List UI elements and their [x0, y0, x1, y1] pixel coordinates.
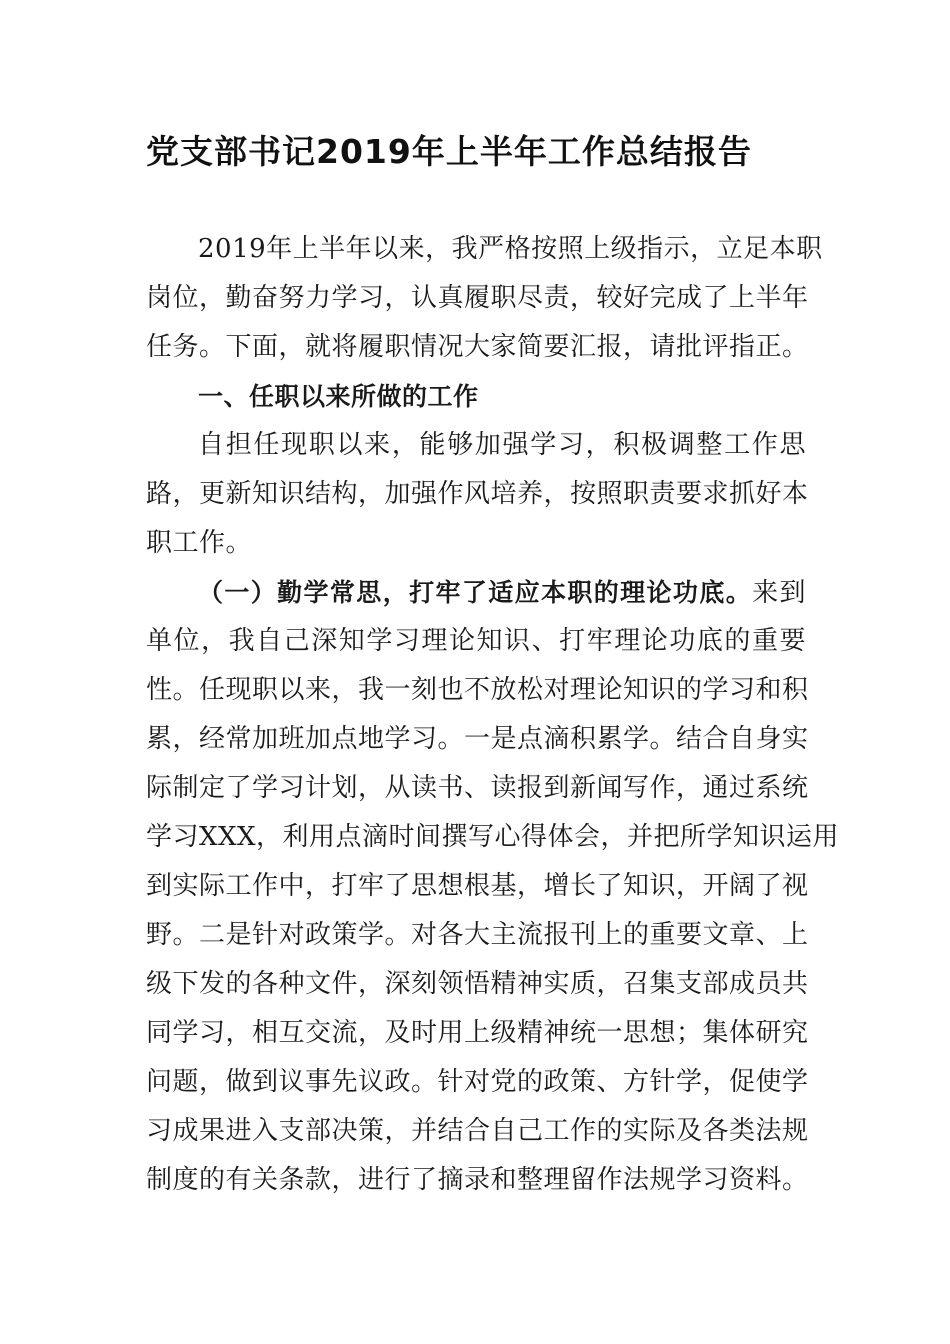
subsection-lead-continuation: 来到	[752, 578, 806, 608]
section1-line: 路，更新知识结构，加强作风培养，按照职责要求抓好本	[146, 479, 809, 509]
document-title: 党支部书记2019年上半年工作总结报告	[146, 132, 752, 171]
section1-line: 自担任现职以来，能够加强学习，积极调整工作思	[198, 430, 806, 460]
subsection1-line: 累，经常加班加点地学习。一是点滴积累学。结合自身实	[146, 724, 809, 754]
subsection1-line: 制度的有关条款，进行了摘录和整理留作法规学习资料。	[146, 1165, 809, 1195]
intro-line: 岗位，勤奋努力学习，认真履职尽责，较好完成了上半年	[146, 283, 809, 313]
subsection1-line: 级下发的各种文件，深刻领悟精神实质，召集支部成员共	[146, 969, 809, 999]
intro-line: 2019年上半年以来，我严格按照上级指示，立足本职	[198, 234, 823, 264]
subsection1-line: 性。任现职以来，我一刻也不放松对理论知识的学习和积	[146, 675, 809, 705]
subsection1-line: 到实际工作中，打牢了思想根基，增长了知识，开阔了视	[146, 871, 809, 901]
subsection-heading: （一）勤学常思，打牢了适应本职的理论功底。	[198, 578, 753, 607]
subsection1-line: 学习XXX，利用点滴时间撰写心得体会，并把所学知识运用	[146, 822, 840, 852]
section-heading: 一、任职以来所做的工作	[198, 382, 479, 411]
subsection1-line: 问题，做到议事先议政。针对党的政策、方针学，促使学	[146, 1067, 809, 1097]
intro-line: 任务。下面，就将履职情况大家简要汇报，请批评指正。	[146, 332, 809, 362]
subsection-lead-line	[146, 568, 806, 617]
subsection1-line: 际制定了学习计划，从读书、读报到新闻写作，通过系统	[146, 773, 809, 803]
subsection1-line: 单位，我自己深知学习理论知识、打牢理论功底的重要	[146, 626, 806, 656]
document-body	[146, 225, 840, 1205]
subsection1-line: 野。二是针对政策学。对各大主流报刊上的重要文章、上	[146, 920, 809, 950]
subsection1-line: 同学习，相互交流，及时用上级精神统一思想；集体研究	[146, 1018, 809, 1048]
section1-line: 职工作。	[146, 528, 253, 558]
subsection1-line: 习成果进入支部决策，并结合自己工作的实际及各类法规	[146, 1116, 809, 1146]
